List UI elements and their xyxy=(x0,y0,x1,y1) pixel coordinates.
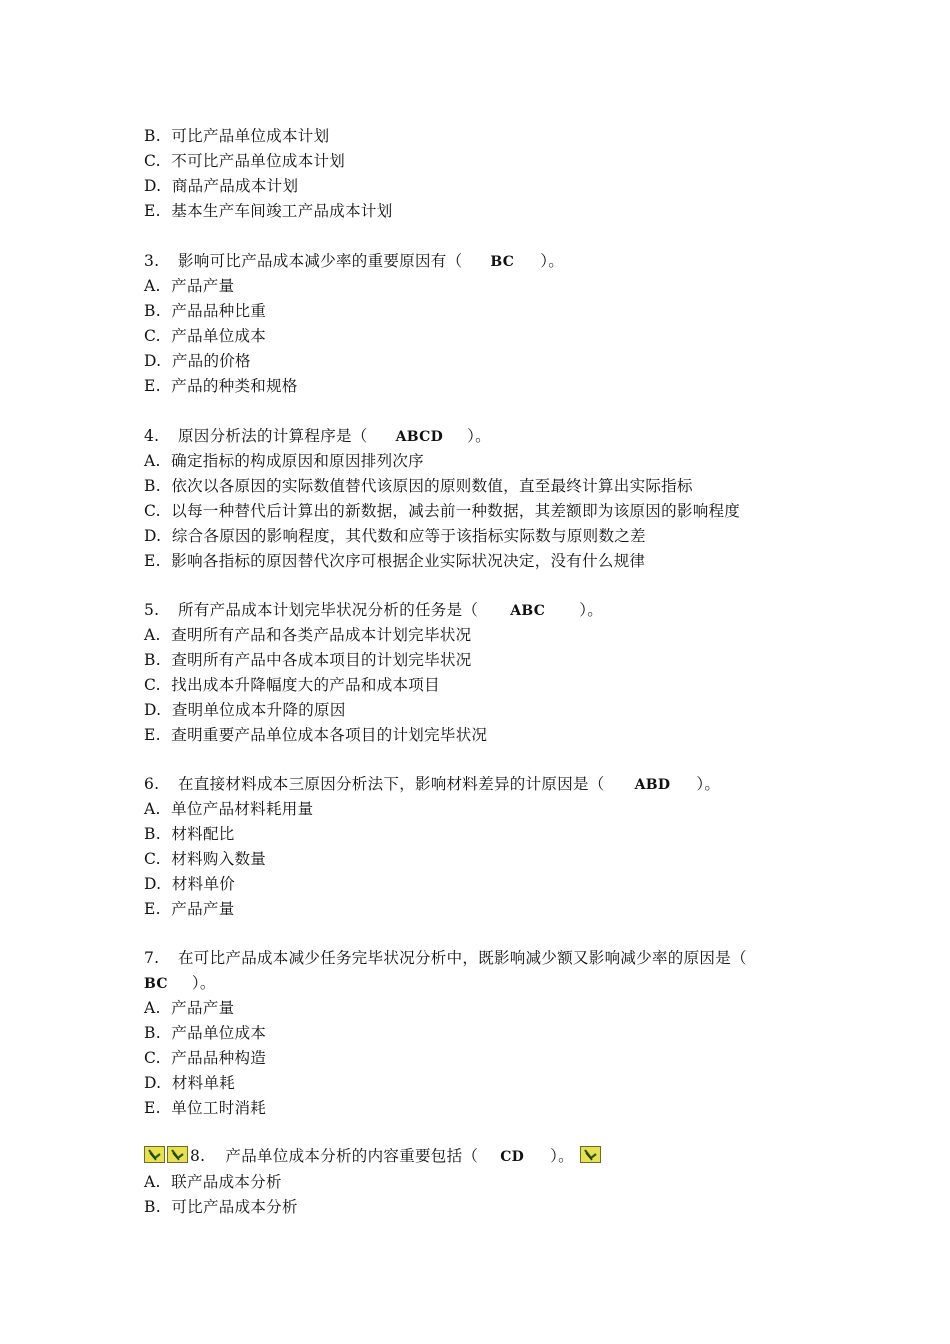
question-text: 产品单位成本分析的内容重要包括（ xyxy=(225,1147,479,1165)
option-line: A. 确定指标的构成原因和原因排列次序 xyxy=(144,452,424,470)
question-text: 所有产品成本计划完毕状况分析的任务是（ xyxy=(178,601,479,619)
option-line: D. 查明单位成本升降的原因 xyxy=(144,701,346,719)
option-line: E. 基本生产车间竣工产品成本计划 xyxy=(144,202,393,220)
option-line: C. 不可比产品单位成本计划 xyxy=(144,152,346,170)
option-line: D. 材料单价 xyxy=(144,875,236,893)
annotation-icon[interactable] xyxy=(144,1146,165,1163)
question-stem xyxy=(144,774,720,795)
option-line: C. 找出成本升降幅度大的产品和成本项目 xyxy=(144,676,440,694)
option-line: B. 产品单位成本 xyxy=(144,1024,267,1042)
option-line: A. 产品产量 xyxy=(144,999,235,1017)
option-line: C. 产品单位成本 xyxy=(144,327,267,345)
question-text: 影响可比产品成本减少率的重要原因有（ xyxy=(178,252,463,270)
question-close: ）。 xyxy=(191,974,216,992)
question-number: 5. xyxy=(144,601,160,619)
question-number: 6. xyxy=(144,775,160,793)
question-stem xyxy=(144,1146,603,1167)
option-line: B. 可比产品成本分析 xyxy=(144,1198,298,1216)
question-close: ）。 xyxy=(467,427,491,445)
option-line: E. 影响各指标的原因替代次序可根据企业实际状况决定，没有什么规律 xyxy=(144,552,646,570)
option-line: A. 联产品成本分析 xyxy=(144,1173,282,1191)
option-line: A. 产品产量 xyxy=(144,277,235,295)
question-stem xyxy=(144,251,564,272)
question-close: ）。 xyxy=(579,601,604,619)
option-line: E. 单位工时消耗 xyxy=(144,1099,267,1117)
question-close: ）。 xyxy=(540,252,565,270)
answer-text: BC xyxy=(490,254,515,270)
question-text: 在可比产品成本减少任务完毕状况分析中，既影响减少额又影响减少率的原因是（ xyxy=(178,949,747,967)
answer-text: BC xyxy=(144,976,168,992)
option-line: B. 材料配比 xyxy=(144,825,235,843)
question-stem xyxy=(144,426,491,447)
question-number: 7. xyxy=(144,949,160,967)
option-line: E. 产品产量 xyxy=(144,900,235,918)
option-line: E. 产品的种类和规格 xyxy=(144,377,298,395)
option-line: E. 查明重要产品单位成本各项目的计划完毕状况 xyxy=(144,726,488,744)
option-line: D. 材料单耗 xyxy=(144,1074,236,1092)
option-line: C. 以每一种替代后计算出的新数据，减去前一种数据，其差额即为该原因的影响程度 xyxy=(144,502,741,520)
question-text: 原因分析法的计算程序是（ xyxy=(178,427,368,445)
question-number: 4. xyxy=(144,427,160,445)
option-line: A. 单位产品材料耗用量 xyxy=(144,800,314,818)
option-line: C. 产品品种构造 xyxy=(144,1049,267,1067)
option-line: C. 材料购入数量 xyxy=(144,850,267,868)
answer-text: ABCD xyxy=(395,429,444,445)
answer-text: CD xyxy=(500,1149,525,1165)
question-close: ）。 xyxy=(550,1147,574,1165)
answer-text: ABC xyxy=(510,603,546,619)
question-close: ）。 xyxy=(696,775,721,793)
option-line: B. 依次以各原因的实际数值替代该原因的原则数值，直至最终计算出实际指标 xyxy=(144,477,693,495)
question-number: 3. xyxy=(144,252,160,270)
option-line: D. 综合各原因的影响程度，其代数和应等于该指标实际数与原则数之差 xyxy=(144,527,646,545)
option-line: B. 查明所有产品中各成本项目的计划完毕状况 xyxy=(144,651,472,669)
question-stem-cont xyxy=(144,973,216,994)
question-text: 在直接材料成本三原因分析法下，影响材料差异的计原因是（ xyxy=(178,775,605,793)
annotation-icon[interactable] xyxy=(580,1146,601,1163)
question-number: 8. xyxy=(190,1147,206,1165)
option-line: D. 商品产品成本计划 xyxy=(144,177,299,195)
option-line: B. 可比产品单位成本计划 xyxy=(144,127,330,145)
option-line: A. 查明所有产品和各类产品成本计划完毕状况 xyxy=(144,626,472,644)
option-line: D. 产品的价格 xyxy=(144,352,251,370)
question-stem xyxy=(144,948,747,968)
question-stem xyxy=(144,600,603,621)
annotation-icon[interactable] xyxy=(167,1146,188,1163)
answer-text: ABD xyxy=(634,777,671,793)
option-line: B. 产品品种比重 xyxy=(144,302,267,320)
